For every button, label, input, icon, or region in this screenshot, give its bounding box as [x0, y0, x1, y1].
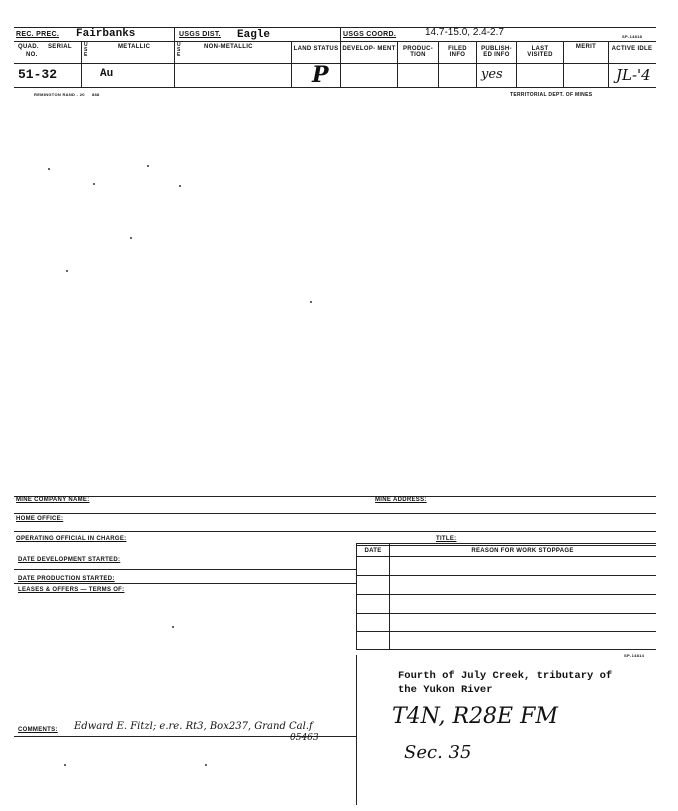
rec-prec-value: Fairbanks: [76, 28, 136, 40]
hand-location-section: Sec. 35: [404, 742, 472, 763]
form-code-2: SP-14814: [624, 653, 645, 658]
date-prod-label: DATE PRODUCTION STARTED:: [18, 576, 115, 582]
comments-line2: 05463: [290, 733, 319, 743]
col-use1: U S E: [84, 42, 88, 58]
scan-speck: [179, 185, 181, 187]
scan-speck: [147, 165, 149, 167]
divider: [516, 41, 517, 87]
form-code: SP-14818: [622, 34, 643, 39]
dept-label: TERRITORIAL DEPT. OF MINES: [510, 92, 593, 98]
col-filed-info: FILED INFO: [448, 46, 467, 58]
title-label: TITLE:: [436, 536, 457, 542]
col-merit: MERIT: [575, 44, 597, 50]
col-use2: U S E: [177, 42, 181, 58]
stoppage-row-rule: [356, 594, 656, 595]
date-prod-rule: [14, 583, 356, 584]
stoppage-row-rule: [356, 575, 656, 576]
divider: [438, 41, 439, 87]
date-dev-label: DATE DEVELOPMENT STARTED:: [18, 557, 121, 563]
col-no: NO.: [26, 52, 38, 58]
operating-official-label: OPERATING OFFICIAL IN CHARGE:: [16, 536, 127, 542]
mine-address-label: MINE ADDRESS:: [375, 497, 427, 503]
col-development: DEVELOP- MENT: [342, 46, 396, 52]
stoppage-table-top2: [356, 545, 656, 546]
stoppage-left-border: [356, 543, 357, 649]
col-serial: SERIAL: [48, 44, 72, 50]
rec-prec-label: REC. PREC.: [16, 31, 60, 38]
columns-bottom-rule: [14, 63, 656, 64]
scan-speck: [130, 237, 132, 239]
usgs-dist-label: USGS DIST.: [179, 31, 221, 38]
col-land-status: LAND STATUS: [293, 46, 339, 52]
stoppage-date-divider: [389, 543, 390, 649]
usgs-coord-label: USGS COORD.: [343, 31, 397, 38]
mine-company-label: MINE COMPANY NAME:: [16, 497, 90, 503]
divider: [563, 41, 564, 87]
header-row-rule: [14, 41, 656, 42]
col-published-info: PUBLISH- ED INFO: [481, 46, 512, 58]
usgs-coord-value: 14.7-15.0, 2.4-2.7: [425, 27, 504, 38]
stoppage-row-rule: [356, 613, 656, 614]
date-dev-rule: [14, 569, 356, 570]
location-typed-line2: the Yukon River: [398, 684, 493, 696]
hand-location-township: T4N, R28E FM: [392, 704, 558, 729]
col-last-visited: LAST VISITED: [527, 46, 553, 58]
scan-speck: [310, 301, 312, 303]
stoppage-table-top: [356, 543, 656, 544]
stoppage-reason-header: REASON FOR WORK STOPPAGE: [471, 548, 574, 554]
divider: [174, 27, 175, 41]
usgs-dist-value: Eagle: [237, 29, 271, 41]
scan-speck: [93, 183, 95, 185]
divider: [476, 41, 477, 87]
record-active-idle: JL-'4: [616, 66, 651, 84]
home-office-rule: [14, 513, 656, 514]
stoppage-date-header: DATE: [364, 548, 382, 554]
home-office-label: HOME OFFICE:: [16, 516, 64, 522]
comments-line1: Edward E. Fitzl; e.re. Rt3, Box237, Grand Cal.f: [74, 721, 313, 732]
stoppage-row-rule: [356, 631, 656, 632]
divider: [340, 41, 341, 87]
divider: [174, 41, 175, 87]
operating-official-rule: [14, 531, 656, 532]
col-metallic: METALLIC: [118, 44, 151, 50]
scan-speck: [205, 764, 207, 766]
record-published-info: yes: [481, 67, 503, 82]
col-production: PRODUC- TION: [402, 46, 434, 58]
stoppage-row-rule: [356, 649, 656, 650]
scan-speck: [48, 168, 50, 170]
divider: [81, 41, 82, 87]
scan-speck: [172, 626, 174, 628]
printer-label: REMINGTON RAND - 20: [34, 92, 85, 97]
divider: [608, 41, 609, 87]
record-bottom-rule: [14, 87, 656, 88]
scan-speck: [64, 764, 66, 766]
col-non-metallic: NON-METALLIC: [204, 44, 253, 50]
stoppage-header-rule: [356, 556, 656, 557]
divider: [397, 41, 398, 87]
location-typed-line1: Fourth of July Creek, tributary of: [398, 670, 613, 682]
comments-label: COMMENTS:: [18, 727, 58, 733]
printer-number: 888: [92, 92, 100, 97]
record-quad-serial: 51-32: [18, 67, 58, 82]
record-metallic: Au: [100, 68, 114, 80]
comments-divider: [356, 655, 357, 805]
leases-label: LEASES & OFFERS — TERMS OF:: [18, 587, 125, 593]
record-land-status: P: [312, 62, 329, 88]
col-quad: QUAD.: [18, 44, 39, 50]
divider: [291, 41, 292, 87]
mine-company-rule: [14, 496, 656, 497]
col-active-idle: ACTIVE IDLE: [611, 46, 653, 52]
scan-speck: [66, 270, 68, 272]
divider: [340, 27, 341, 41]
